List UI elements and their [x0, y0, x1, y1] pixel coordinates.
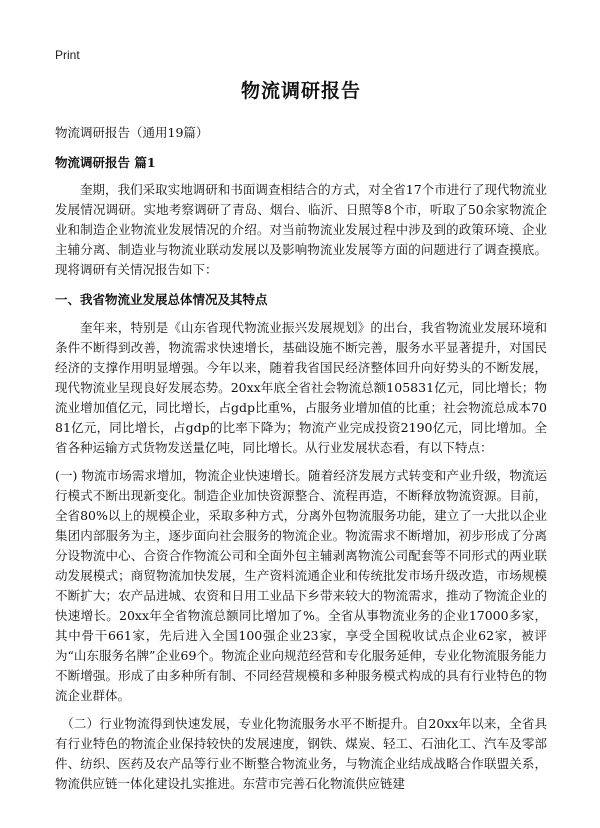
print-link[interactable]: Print: [55, 48, 80, 62]
point-2-paragraph: （二）行业物流得到快速发展，专业化物流服务水平不断提升。自20xx年以来，全省具有行业特色的物流企业保持较快的发展速度，钢铁、煤炭、轻工、石油化工、汽车及零部件、纺织、医药及农产品等行业不断整合物流业务，与物流企业结成战略合作联盟关系，物流供应链一体化建设扎实推进。东营市完善石化物流供应链建: [55, 716, 547, 791]
page-title: 物流调研报告: [240, 80, 361, 102]
overview-paragraph: 奎年来，特别是《山东省现代物流业振兴发展规划》的出台，我省物流业发展环境和条件不断得到改善，物流需求快速增长，基础设施不断完善，服务水平显著提升，对国民经济的支撑作用明显增强。今年以来，随着我省国民经济整体回升向好势头的不断发展，现代物流业呈现良好发展态势。20xx年底全省社会物流总额105831亿元，同比增长；物流业增加值亿元，同比增长，占gdp比重%，占服务业增加值的比重；社会物流总成本7081亿元，同比增长，占gdp的比率下降为；物流产业完成投资2190亿元，同比增加。全省各种运输方式货物发送量亿吨，同比增长。从行业发展状态看，有以下特点：: [55, 320, 547, 455]
section-title: 物流调研报告 篇1: [55, 155, 156, 170]
intro-paragraph: 奎期，我们采取实地调研和书面调查相结合的方式，对全省17个市进行了现代物流业发展情况调研。实地考察调研了青岛、烟台、临沂、日照等8个市，听取了50余家物流企业和制造企业物流业发展情况的介绍。对当前物流业发展过程中涉及到的政策环境、企业主辅分离、制造业与物流业联动发展以及影响物流业发展等方面的问题进行了调查摸底。现将调研有关情况报告如下：: [55, 182, 547, 277]
section-heading-1: 一、我省物流业发展总体情况及其特点: [55, 292, 268, 307]
point-1-paragraph: (一) 物流市场需求增加，物流企业快速增长。随着经济发展方式转变和产业升级，物流运行模式不断出现新变化。制造企业加快资源整合、流程再造，不断释放物流资源。目前，全省80%以上的规模企业，采取多种方式，分离外包物流服务功能，建立了一大批以企业集团内部服务为主，逐步面向社会服务的物流企业。物流需求不断增加，初步形成了分离分设物流中心、合资合作物流公司和全面外包主辅剥离物流公司配套等不同形式的两业联动发展模式；商贸物流加快发展，生产资料流通企业和传统批发市场升级改造，市场规模不断扩大；农产品进城、农资和日用工业品下乡带来较大的物流需求，推动了物流企业的快速增长。20xx年全省物流总额同比增加了%。全省从事物流业务的企业17000多家，其中骨干661家，先后进入全国100强企业23家，享受全国税收试点企业62家，被评为“山东服务名牌”企业69个。物流企业向规范经营和专化服务延伸，专业化物流服务能力不断增强。形成了由多种所有制、不同经营规模和多种服务模式构成的具有行业特色的物流企业群体。: [55, 468, 547, 703]
document-subtitle: 物流调研报告（通用19篇）: [55, 125, 209, 140]
document-page: [55, 78, 547, 794]
